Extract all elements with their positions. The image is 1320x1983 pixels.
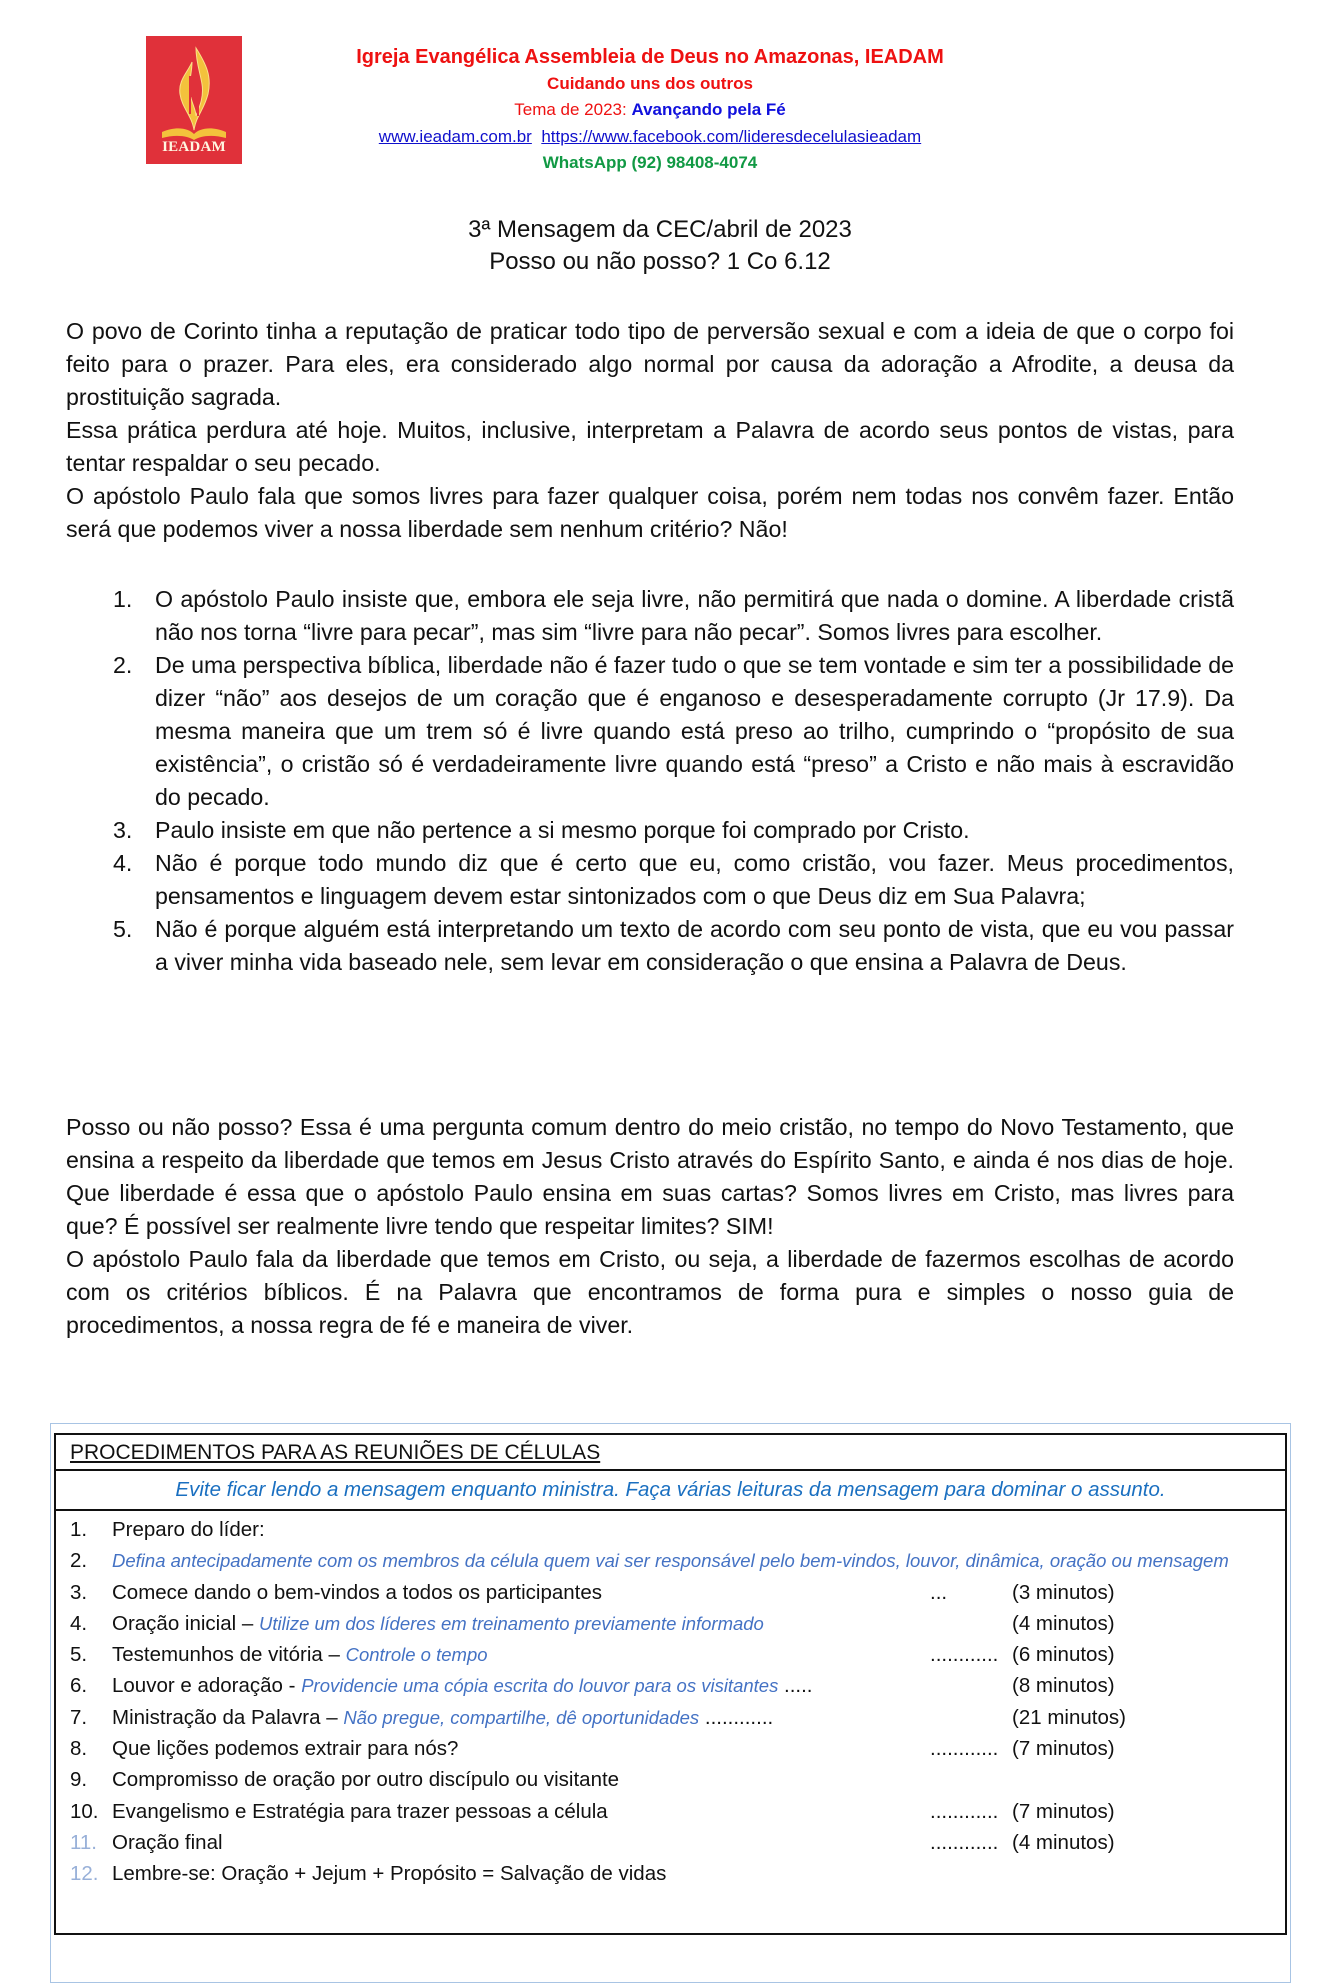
procedure-text: Que lições podemos extrair para nós? — [112, 1737, 459, 1761]
procedure-text: Comece dando o bem-vindos a todos os participantes — [112, 1580, 603, 1604]
procedure-note: Não pregue, compartilhe, dê oportunidades — [343, 1706, 700, 1728]
procedure-duration: (7 minutos) — [1012, 1737, 1115, 1761]
message-title — [0, 214, 1320, 278]
procedure-duration: (4 minutos) — [1012, 1611, 1115, 1635]
procedure-item — [56, 1670, 1285, 1701]
procedure-number: 3. — [70, 1580, 88, 1604]
procedure-number: 4. — [70, 1611, 88, 1635]
intro-paragraph: O apóstolo Paulo fala que somos livres para fazer qualquer coisa, porém nem todas nos convêm fazer. Então será que podemos viver a nossa liberdade sem nenhum critério? Não! — [66, 483, 1234, 542]
procedure-dots: ............ — [930, 1737, 999, 1761]
point-number: 2. — [113, 652, 133, 678]
procedure-text: Evangelismo e Estratégia para trazer pessoas a célula — [112, 1799, 608, 1823]
procedure-number: 11. — [70, 1830, 97, 1854]
intro-paragraph: Essa prática perdura até hoje. Muitos, inclusive, interpretam a Palavra de acordo seus pontos de vistas, para tentar respaldar o seu pecado. — [66, 417, 1234, 476]
point-text: Paulo insiste em que não pertence a si mesmo porque foi comprado por Cristo. — [155, 817, 970, 843]
procedure-item — [56, 1608, 1285, 1639]
closing-paragraph: Posso ou não posso? Essa é uma pergunta comum dentro do meio cristão, no tempo do Novo Testamento, que ensina a respeito da liberdade que temos em Jesus Cristo através do Espírito Santo, e ainda é nos dias de hoje. Que liberdade é essa que o apóstolo Paulo ensina em suas cartas? Somos livres em Cristo, mas livres para que? É possível ser realmente livre tendo que respeitar limites? SIM! — [66, 1114, 1234, 1239]
procedures-intro: Evite ficar lendo a mensagem enquanto ministra. Faça várias leituras da mensagem para dominar o assunto. — [56, 1471, 1285, 1511]
procedure-duration: (7 minutos) — [1012, 1799, 1115, 1823]
procedure-note: Defina antecipadamente com os membros da célula quem vai ser responsável pelo bem-vindos, louvor, dinâmica, oração ou mensagem — [112, 1550, 1229, 1572]
tagline: Cuidando uns dos outros — [547, 73, 753, 93]
procedure-text: Testemunhos de vitória – — [112, 1643, 346, 1667]
procedure-item — [56, 1733, 1285, 1764]
procedure-number: 2. — [70, 1549, 88, 1573]
theme-value: Avançando pela Fé — [631, 100, 786, 119]
procedure-text: Oração inicial – — [112, 1611, 259, 1635]
point-item — [66, 913, 1234, 979]
procedure-text: Compromisso de oração por outro discípulo ou visitante — [112, 1768, 620, 1792]
procedure-item — [56, 1796, 1285, 1827]
procedure-note: Utilize um dos líderes em treinamento previamente informado — [258, 1612, 764, 1634]
procedure-number: 6. — [70, 1674, 88, 1698]
whatsapp-contact: WhatsApp (92) 98408-4074 — [542, 153, 758, 172]
procedure-dots: ..... — [778, 1674, 813, 1698]
procedure-item — [56, 1545, 1285, 1576]
procedure-dots: ............ — [699, 1705, 774, 1729]
point-number: 5. — [113, 916, 133, 942]
intro-section — [66, 315, 1234, 546]
procedure-item — [56, 1764, 1285, 1795]
procedure-dots: ............ — [930, 1830, 999, 1854]
point-item — [66, 847, 1234, 913]
theme-line — [300, 97, 1000, 124]
point-item — [66, 583, 1234, 649]
procedure-number: 9. — [70, 1768, 88, 1792]
procedure-dots: ... — [930, 1580, 948, 1604]
organization-name: Igreja Evangélica Assembleia de Deus no Amazonas, IEADAM — [356, 46, 944, 68]
point-number: 1. — [113, 586, 133, 612]
point-text: Não é porque todo mundo diz que é certo que eu, como cristão, vou fazer. Meus procedimentos, pensamentos e linguagem devem estar sintonizados com o que Deus diz em Sua Palavra; — [155, 850, 1234, 909]
procedure-dots: ............ — [930, 1799, 999, 1823]
procedure-item — [56, 1577, 1285, 1608]
title-line-1: 3ª Mensagem da CEC/abril de 2023 — [468, 216, 852, 243]
point-text: Não é porque alguém está interpretando um texto de acordo com seu ponto de vista, que eu vou passar a viver minha vida baseado nele, sem levar em consideração o que ensina a Palavra de Deus. — [155, 916, 1234, 975]
procedure-text: Oração final — [112, 1830, 223, 1854]
procedure-item — [56, 1858, 1285, 1889]
point-text: O apóstolo Paulo insiste que, embora ele seja livre, não permitirá que nada o domine. A liberdade cristã não nos torna “livre para pecar”, mas sim “livre para não pecar”. Somos livres para escolher. — [155, 586, 1234, 645]
procedure-dots: ............ — [930, 1643, 999, 1667]
procedure-duration: (21 minutos) — [1012, 1705, 1126, 1729]
procedure-number: 10. — [70, 1799, 99, 1823]
procedures-heading: PROCEDIMENTOS PARA AS REUNIÕES DE CÉLULAS — [56, 1435, 1285, 1471]
procedure-number: 8. — [70, 1737, 88, 1761]
procedure-number: 12. — [70, 1862, 99, 1886]
title-line-2: Posso ou não posso? 1 Co 6.12 — [489, 248, 831, 275]
procedure-duration: (3 minutos) — [1012, 1580, 1115, 1604]
procedure-number: 1. — [70, 1518, 88, 1541]
procedure-number: 7. — [70, 1705, 88, 1729]
theme-prefix: Tema de 2023: — [514, 100, 632, 119]
procedure-item — [56, 1514, 1285, 1545]
procedure-text: Ministração da Palavra – — [112, 1705, 344, 1729]
point-item — [66, 814, 1234, 847]
points-list — [66, 583, 1234, 979]
procedure-item — [56, 1827, 1285, 1858]
procedure-item — [56, 1702, 1285, 1733]
closing-section — [66, 1111, 1234, 1342]
ieadam-logo — [146, 36, 242, 164]
procedure-item — [56, 1639, 1285, 1670]
procedure-text: Preparo do líder: — [112, 1518, 265, 1541]
letterhead — [300, 44, 1000, 177]
point-item — [66, 649, 1234, 814]
logo-text: IEADAM — [162, 139, 226, 155]
intro-paragraph: O povo de Corinto tinha a reputação de praticar todo tipo de perversão sexual e com a ideia de que o corpo foi feito para o prazer. Para eles, era considerado algo normal por causa da adoração a Afrodite, a deusa da prostituição sagrada. — [66, 318, 1234, 410]
procedure-text: Louvor e adoração - — [112, 1674, 302, 1698]
procedures-table — [54, 1433, 1287, 1935]
procedure-text: Lembre-se: Oração + Jejum + Propósito = Salvação de vidas — [112, 1862, 667, 1886]
procedure-number: 5. — [70, 1643, 88, 1667]
closing-paragraph: O apóstolo Paulo fala da liberdade que temos em Cristo, ou seja, a liberdade de fazermos escolhas de acordo com os critérios bíblicos. É na Palavra que encontramos de forma pura e simples o nosso guia de procedimentos, a nossa regra de fé e maneira de viver. — [66, 1246, 1234, 1338]
procedure-duration: (6 minutos) — [1012, 1643, 1115, 1667]
procedure-note: Controle o tempo — [345, 1644, 488, 1666]
procedure-duration: (8 minutos) — [1012, 1674, 1115, 1698]
procedure-duration: (4 minutos) — [1012, 1830, 1115, 1854]
point-number: 3. — [113, 817, 133, 843]
links-line — [300, 124, 1000, 151]
website-link[interactable]: www.ieadam.com.br — [378, 126, 532, 146]
procedure-note: Providencie uma cópia escrita do louvor para os visitantes — [301, 1675, 779, 1697]
facebook-link[interactable]: https://www.facebook.com/lideresdecelulasieadam — [541, 126, 922, 146]
point-number: 4. — [113, 850, 133, 876]
procedures-list — [56, 1514, 1285, 1890]
point-text: De uma perspectiva bíblica, liberdade não é fazer tudo o que se tem vontade e sim ter a possibilidade de dizer “não” aos desejos de um coração que é enganoso e desesperadamente corrupto (Jr 17.9). Da mesma maneira que um trem só é livre quando está preso ao trilho, cumprindo o “propósito de sua existência”, o cristão só é verdadeiramente livre quando está “preso” a Cristo e não mais à escravidão do pecado. — [155, 652, 1234, 810]
